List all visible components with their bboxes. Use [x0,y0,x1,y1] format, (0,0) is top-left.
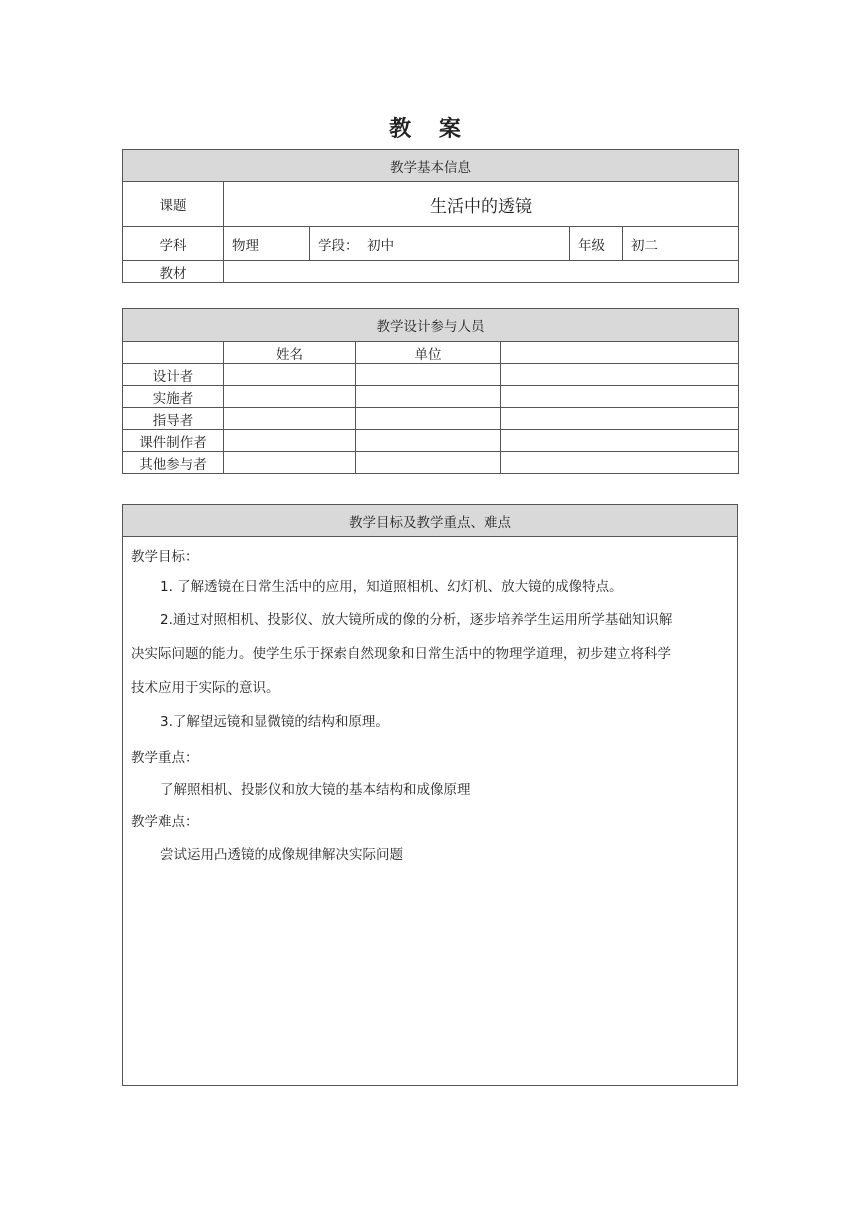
stage-cell[interactable] [310,227,570,261]
goal-2-line-2: 决实际问题的能力。使学生乐于探索自然现象和日常生活中的物理学道理，初步建立将科学 [131,646,671,662]
role-advisor: 指导者 [123,408,224,430]
extra-cell[interactable] [501,452,739,474]
basic-info-header: 教学基本信息 [123,150,739,182]
role-courseware-maker: 课件制作者 [123,430,224,452]
goal-2-line-1: 2.通过对照相机、投影仪、放大镜所成的像的分析，逐步培养学生运用所学基础知识解 [160,612,673,628]
name-cell[interactable] [224,408,356,430]
difficulty-text: 尝试运用凸透镜的成像规律解决实际问题 [160,847,403,863]
table-row [123,452,739,474]
table-row [123,386,739,408]
document-title: 教 案 [389,117,471,142]
topic-label: 课题 [123,182,224,227]
stage-value: 初中 [367,237,395,254]
extra-cell[interactable] [501,386,739,408]
table-row [123,430,739,452]
name-cell[interactable] [224,430,356,452]
key-points-text: 了解照相机、投影仪和放大镜的基本结构和成像原理 [160,782,471,798]
subject-value[interactable]: 物理 [224,227,310,261]
goal-3: 3.了解望远镜和显微镜的结构和原理。 [160,714,389,730]
goal-1: 1. 了解透镜在日常生活中的应用，知道照相机、幻灯机、放大镜的成像特点。 [160,579,623,595]
basic-info-table [122,149,739,283]
goals-label: 教学目标： [131,549,199,565]
unit-cell[interactable] [356,452,501,474]
column-header-extra [501,342,739,364]
difficulty-label: 教学难点： [131,814,199,830]
participants-table [122,308,739,474]
column-header-name: 姓名 [224,342,356,364]
extra-cell[interactable] [501,430,739,452]
column-header-role [123,342,224,364]
table-row [123,408,739,430]
objectives-header: 教学目标及教学重点、难点 [123,505,738,537]
role-other-participant: 其他参与者 [123,452,224,474]
unit-cell[interactable] [356,386,501,408]
grade-value[interactable]: 初二 [623,227,739,261]
name-cell[interactable] [224,364,356,386]
unit-cell[interactable] [356,408,501,430]
table-row [123,364,739,386]
grade-label: 年级 [570,227,623,261]
unit-cell[interactable] [356,364,501,386]
extra-cell[interactable] [501,364,739,386]
role-implementer: 实施者 [123,386,224,408]
topic-value[interactable]: 生活中的透镜 [224,182,739,227]
textbook-label: 教材 [123,261,224,283]
key-points-label: 教学重点： [131,750,199,766]
column-header-unit: 单位 [356,342,501,364]
goal-2-line-3: 技术应用于实际的意识。 [131,680,280,696]
stage-label: 学段： [318,237,359,254]
subject-label: 学科 [123,227,224,261]
unit-cell[interactable] [356,430,501,452]
participants-header: 教学设计参与人员 [123,309,739,342]
name-cell[interactable] [224,452,356,474]
role-designer: 设计者 [123,364,224,386]
name-cell[interactable] [224,386,356,408]
textbook-value[interactable] [224,261,739,283]
extra-cell[interactable] [501,408,739,430]
